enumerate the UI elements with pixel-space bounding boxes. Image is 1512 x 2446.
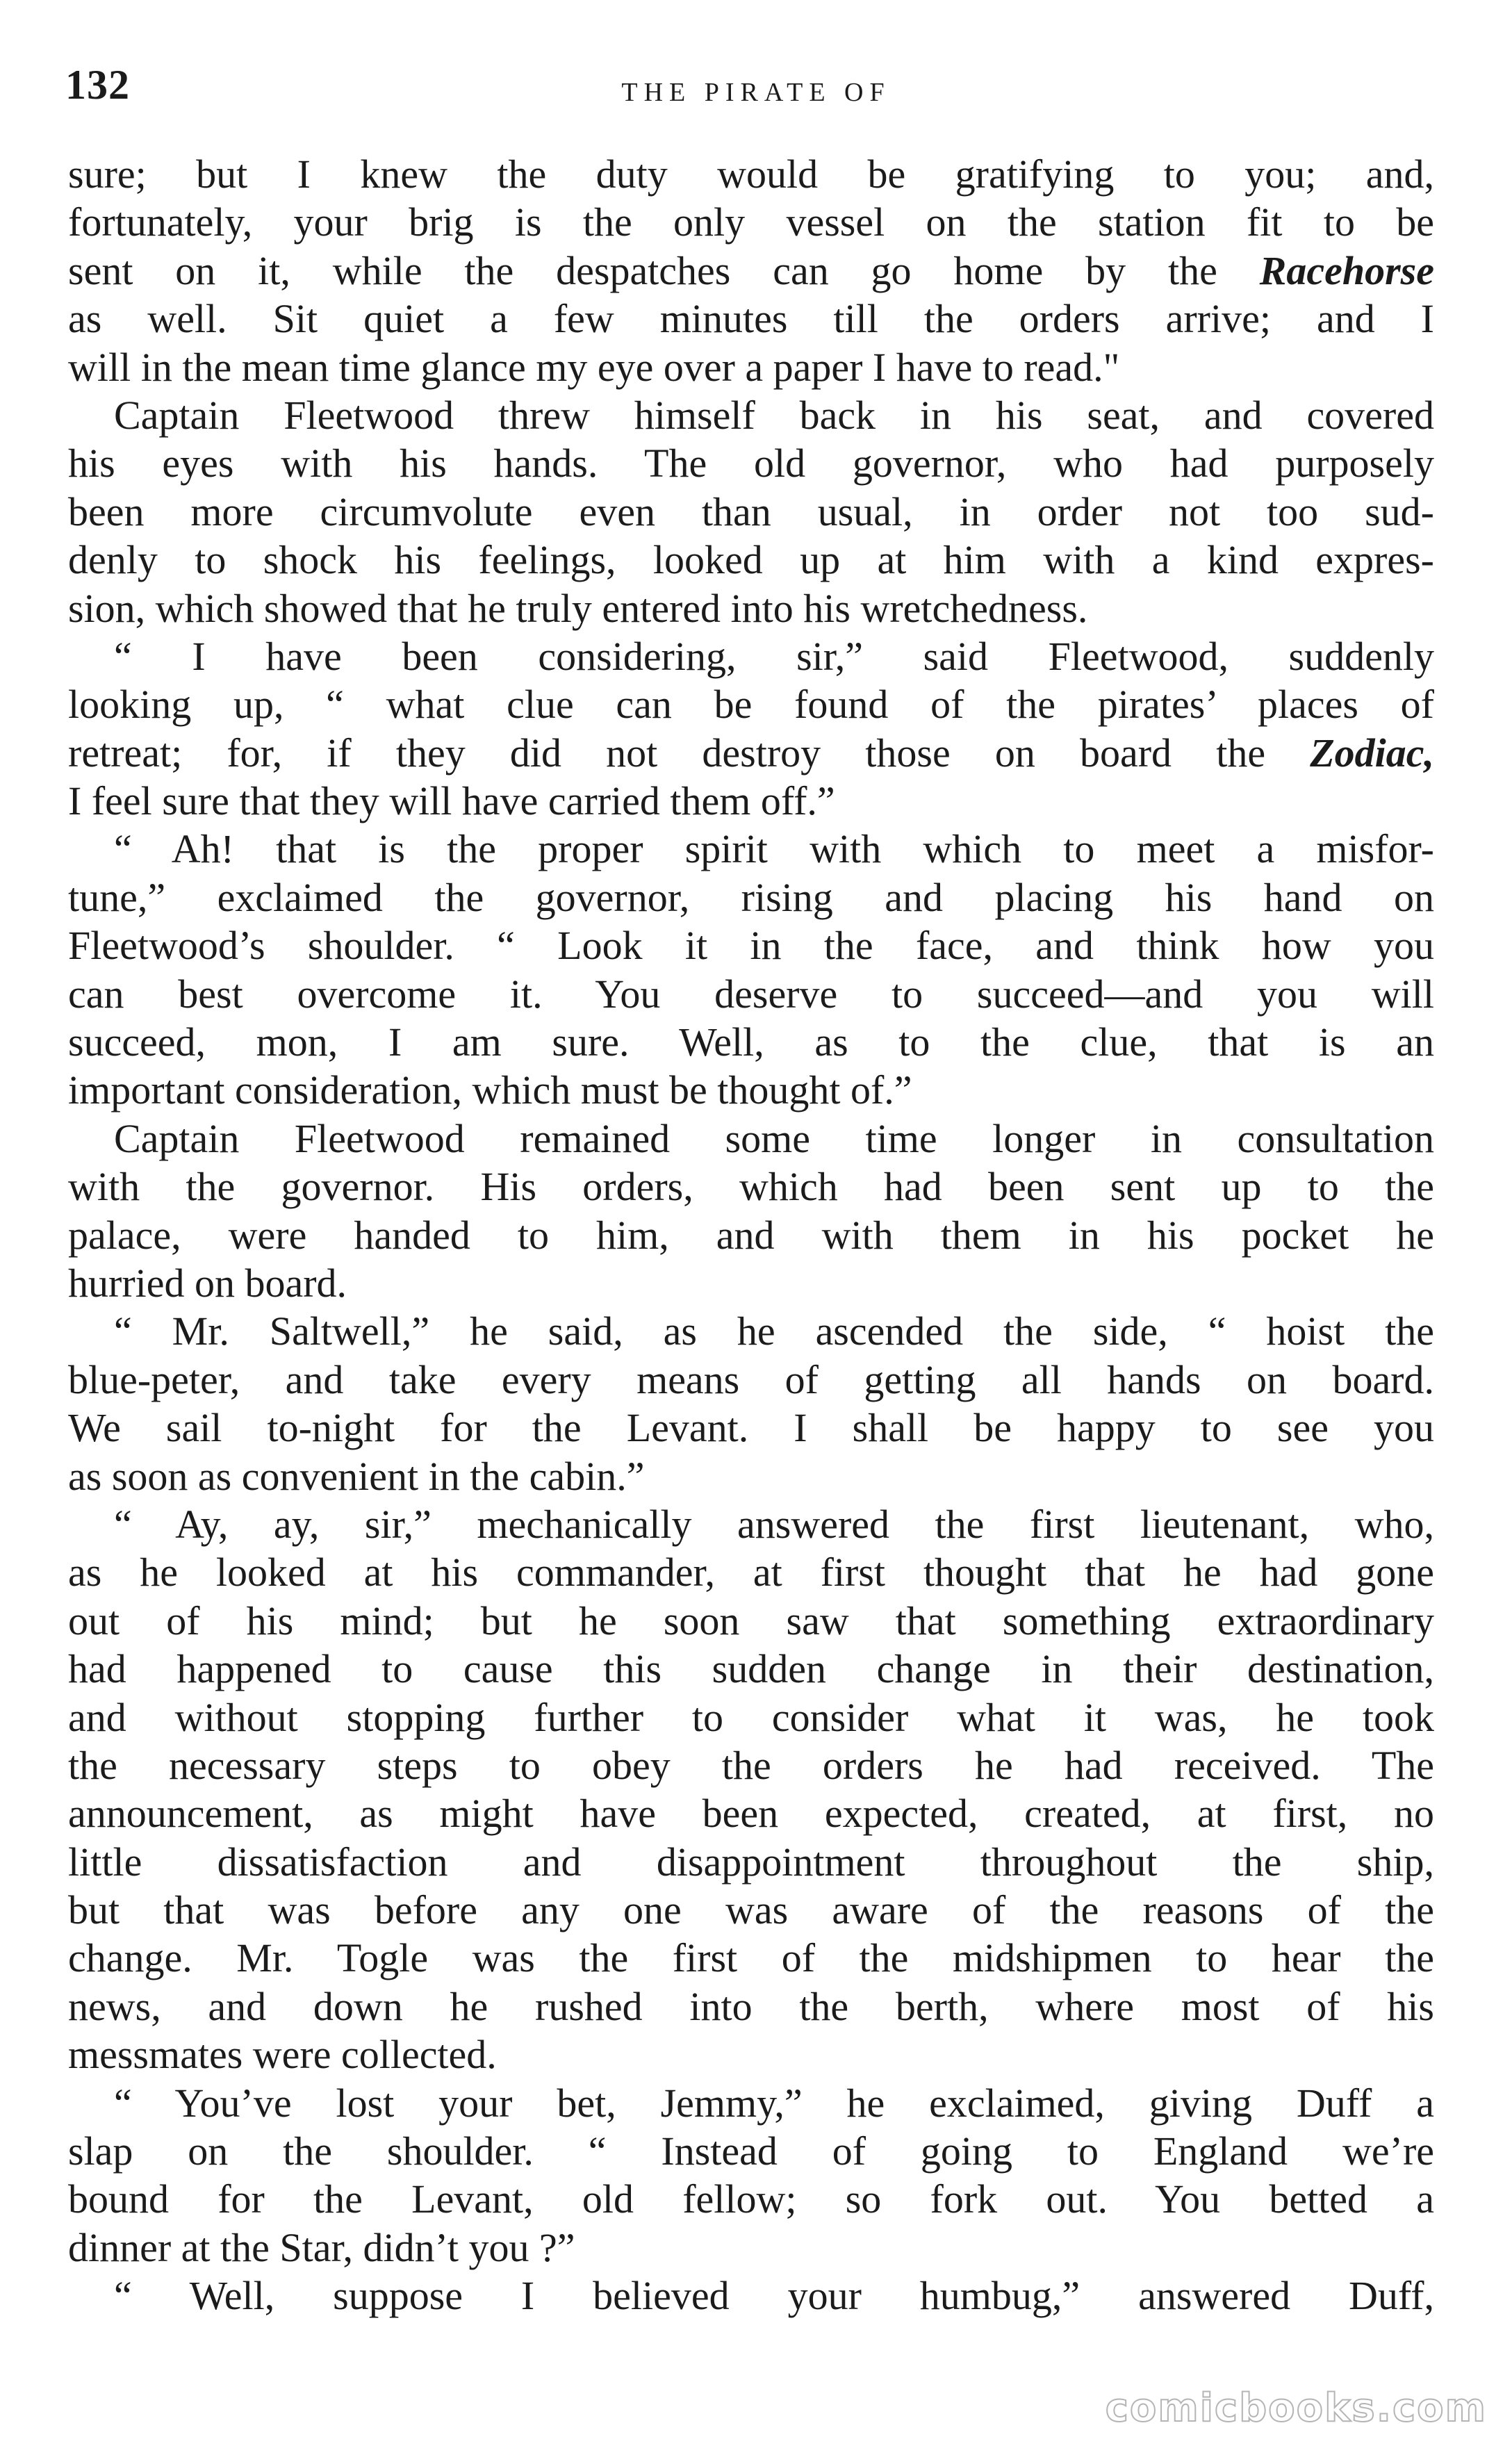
- text-line-content: had happened to cause this sudden change in their destination,: [68, 1646, 1434, 1692]
- text-line: [68, 584, 1434, 632]
- text-line-content: announcement, as might have been expected, created, at first, no: [68, 1791, 1434, 1837]
- text-line: [68, 1500, 1434, 1548]
- italic-ship-name: Zodiac,: [1310, 730, 1434, 775]
- text-line: [68, 343, 1434, 391]
- text-line-content: tune,” exclaimed the governor, rising and placing his hand on: [68, 874, 1434, 920]
- text-line-content: his eyes with his hands. The old governor, who had purposely: [68, 441, 1434, 486]
- text-line-content: bound for the Levant, old fellow; so fork out. You betted a: [68, 2176, 1434, 2222]
- text-line-content: blue-peter, and take every means of getting all hands on board.: [68, 1356, 1434, 1402]
- text-line: [68, 1307, 1434, 1355]
- text-line: [68, 1018, 1434, 1066]
- text-line: [68, 1741, 1434, 1789]
- text-line: [68, 1597, 1434, 1645]
- text-line-content: “ You’ve lost your bet, Jemmy,” he exclaimed, giving Duff a: [114, 2080, 1434, 2126]
- text-line: [68, 1934, 1434, 1982]
- text-line-content: “ Mr. Saltwell,” he said, as he ascended the side, “ hoist the: [114, 1308, 1434, 1354]
- text-line-content: slap on the shoulder. “ Instead of going to England we’re: [68, 2128, 1434, 2174]
- text-line: [68, 1983, 1434, 2030]
- text-line: [68, 1356, 1434, 1404]
- text-line-content: succeed, mon, I am sure. Well, as to the clue, that is an: [68, 1019, 1434, 1065]
- text-line: [68, 439, 1434, 487]
- text-line-content: Fleetwood’s shoulder. “ Look it in the face, and think how you: [68, 923, 1434, 969]
- text-line-content: palace, were handed to him, and with them in his pocket he: [68, 1212, 1434, 1258]
- text-line: [68, 1838, 1434, 1886]
- text-line-content: “ I have been considering, sir,” said Fleetwood, suddenly: [114, 633, 1434, 679]
- text-line-content: I feel sure that they will have carried them off.”: [68, 778, 835, 824]
- text-line-content: “ Ay, ay, sir,” mechanically answered the first lieutenant, who,: [114, 1501, 1434, 1547]
- text-line: [68, 632, 1434, 680]
- text-line: [68, 873, 1434, 921]
- text-line-content: change. Mr. Togle was the first of the midshipmen to hear the: [68, 1935, 1434, 1981]
- italic-ship-name: Racehorse: [1259, 247, 1434, 293]
- text-line-content: Captain Fleetwood remained some time longer in consultation: [114, 1115, 1434, 1161]
- watermark: comicbooks.com: [1105, 2386, 1487, 2431]
- text-line: [68, 777, 1434, 825]
- text-line: [68, 1645, 1434, 1693]
- text-line: [68, 536, 1434, 584]
- text-line-content: as he looked at his commander, at first thought that he had gone: [68, 1550, 1434, 1595]
- text-line: [68, 1259, 1434, 1307]
- text-line-content: hurried on board.: [68, 1260, 347, 1306]
- text-line: [68, 1163, 1434, 1210]
- text-line: [68, 1452, 1434, 1500]
- text-line-content: dinner at the Star, didn’t you ?”: [68, 2224, 575, 2270]
- text-line: [68, 2272, 1434, 2320]
- text-line-content: out of his mind; but he soon saw that something extraordinary: [68, 1598, 1434, 1643]
- text-line: [68, 2224, 1434, 2272]
- text-line-content: denly to shock his feelings, looked up at him with a kind expres-: [68, 537, 1434, 583]
- text-line: [68, 198, 1434, 246]
- text-line: [68, 2127, 1434, 2175]
- text-line-content: as well. Sit quiet a few minutes till the orders arrive; and I: [68, 296, 1434, 342]
- text-line-content: sent on it, while the despatches can go home by the: [68, 247, 1260, 293]
- text-line: [68, 970, 1434, 1018]
- text-line-content: sion, which showed that he truly entered into his wretchedness.: [68, 585, 1088, 631]
- text-line: [68, 1404, 1434, 1452]
- running-title: THE PIRATE OF: [621, 78, 891, 107]
- text-line: [68, 1211, 1434, 1259]
- text-line: [68, 488, 1434, 536]
- text-line-content: with the governor. His orders, which had been sent up to the: [68, 1164, 1434, 1210]
- text-line: [68, 150, 1434, 198]
- text-line-content: as soon as convenient in the cabin.”: [68, 1453, 645, 1499]
- text-line-content: and without stopping further to consider what it was, he took: [68, 1694, 1434, 1740]
- text-line: [68, 247, 1434, 295]
- text-line-content: We sail to-night for the Levant. I shall be happy to see you: [68, 1405, 1434, 1451]
- text-line-content: news, and down he rushed into the berth, where most of his: [68, 1983, 1434, 2029]
- text-line: [68, 680, 1434, 728]
- text-line: [68, 2175, 1434, 2223]
- text-line-content: can best overcome it. You deserve to succeed—and you will: [68, 971, 1434, 1017]
- text-line-content: been more circumvolute even than usual, in order not too sud-: [68, 489, 1434, 534]
- text-line-content: retreat; for, if they did not destroy those on board the: [68, 730, 1310, 775]
- text-line: [68, 1886, 1434, 1934]
- text-line-content: “ Ah! that is the proper spirit with which to meet a misfor-: [114, 826, 1434, 872]
- text-line-content: “ Well, suppose I believed your humbug,” answered Duff,: [114, 2273, 1434, 2319]
- text-line-content: will in the mean time glance my eye over a paper I have to read.": [68, 344, 1120, 390]
- text-line-content: Captain Fleetwood threw himself back in his seat, and covered: [114, 392, 1434, 438]
- text-line: [68, 391, 1434, 439]
- text-line-content: little dissatisfaction and disappointment throughout the ship,: [68, 1839, 1434, 1885]
- text-line-content: fortunately, your brig is the only vessel on the station fit to be: [68, 199, 1434, 245]
- page-number: 132: [65, 62, 130, 108]
- text-line: [68, 1066, 1434, 1114]
- text-line: [68, 2079, 1434, 2127]
- text-line-content: messmates were collected.: [68, 2032, 497, 2078]
- text-line: [68, 1789, 1434, 1837]
- text-line-content: but that was before any one was aware of the reasons of the: [68, 1887, 1434, 1933]
- text-line: [68, 921, 1434, 969]
- text-line-content: looking up, “ what clue can be found of the pirates’ places of: [68, 682, 1434, 728]
- text-line-content: important consideration, which must be thought of.”: [68, 1067, 912, 1113]
- text-line: [68, 1548, 1434, 1596]
- text-line-content: sure; but I knew the duty would be gratifying to you; and,: [68, 151, 1434, 197]
- text-line: [68, 729, 1434, 777]
- text-line: [68, 295, 1434, 343]
- text-line: [68, 1693, 1434, 1741]
- text-line: [68, 825, 1434, 873]
- body-text: [68, 150, 1434, 2320]
- text-line-content: the necessary steps to obey the orders he had received. The: [68, 1742, 1434, 1788]
- text-line: [68, 2030, 1434, 2078]
- text-line: [68, 1115, 1434, 1163]
